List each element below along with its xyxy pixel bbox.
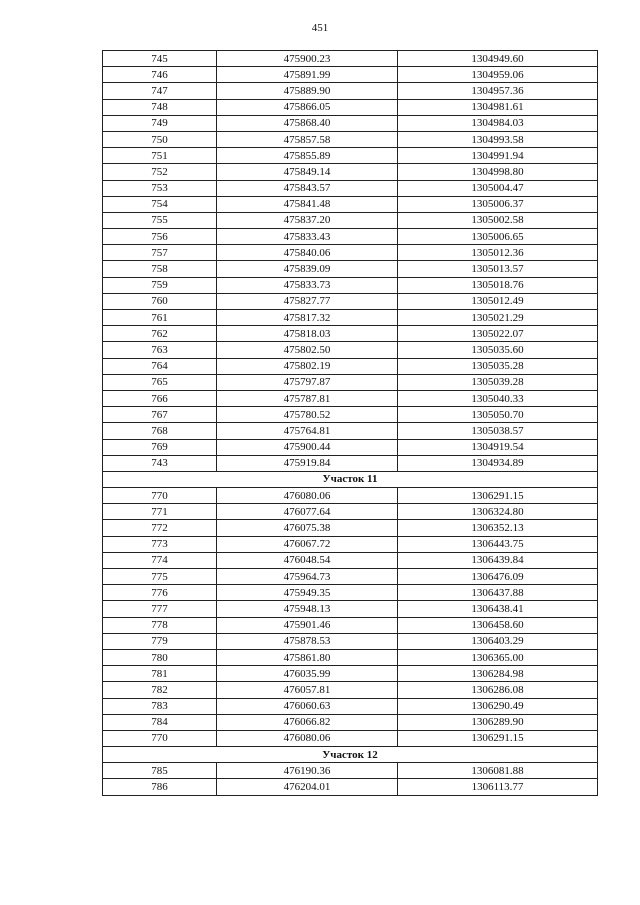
table-row [103, 730, 598, 746]
table-row [103, 374, 598, 390]
point-number-cell: 777 [103, 601, 217, 617]
y-coordinate-cell: 1306290.49 [398, 698, 598, 714]
table-row [103, 520, 598, 536]
page-number: 451 [311, 22, 329, 34]
x-coordinate-cell: 475839.09 [217, 261, 398, 277]
y-coordinate-cell: 1305004.47 [398, 180, 598, 196]
x-coordinate-cell: 476066.82 [217, 714, 398, 730]
x-coordinate-cell: 475855.89 [217, 148, 398, 164]
x-coordinate-cell: 475837.20 [217, 212, 398, 228]
y-coordinate-cell: 1306081.88 [398, 763, 598, 779]
x-coordinate-cell: 475817.32 [217, 310, 398, 326]
x-coordinate-cell: 475780.52 [217, 407, 398, 423]
y-coordinate-cell: 1305035.28 [398, 358, 598, 374]
point-number-cell: 764 [103, 358, 217, 374]
table-row [103, 293, 598, 309]
y-coordinate-cell: 1304981.61 [398, 99, 598, 115]
point-number-cell: 772 [103, 520, 217, 536]
x-coordinate-cell: 475802.50 [217, 342, 398, 358]
table-row [103, 326, 598, 342]
table-row [103, 455, 598, 471]
coordinates-table [102, 50, 598, 796]
x-coordinate-cell: 475841.48 [217, 196, 398, 212]
x-coordinate-cell: 475900.23 [217, 51, 398, 67]
y-coordinate-cell: 1306289.90 [398, 714, 598, 730]
table-row [103, 682, 598, 698]
table-row [103, 245, 598, 261]
x-coordinate-cell: 475764.81 [217, 423, 398, 439]
point-number-cell: 782 [103, 682, 217, 698]
coordinates-table-body [103, 51, 598, 796]
y-coordinate-cell: 1306352.13 [398, 520, 598, 536]
x-coordinate-cell: 475849.14 [217, 164, 398, 180]
table-row [103, 536, 598, 552]
table-row [103, 99, 598, 115]
point-number-cell: 754 [103, 196, 217, 212]
x-coordinate-cell: 475833.73 [217, 277, 398, 293]
point-number-cell: 783 [103, 698, 217, 714]
x-coordinate-cell: 475833.43 [217, 229, 398, 245]
point-number-cell: 766 [103, 390, 217, 406]
y-coordinate-cell: 1306365.00 [398, 649, 598, 665]
section-title: Участок 11 [103, 471, 598, 487]
point-number-cell: 748 [103, 99, 217, 115]
table-row [103, 83, 598, 99]
y-coordinate-cell: 1304984.03 [398, 115, 598, 131]
table-row [103, 51, 598, 67]
x-coordinate-cell: 476077.64 [217, 504, 398, 520]
y-coordinate-cell: 1306438.41 [398, 601, 598, 617]
y-coordinate-cell: 1306286.08 [398, 682, 598, 698]
x-coordinate-cell: 475919.84 [217, 455, 398, 471]
section-title: Участок 12 [103, 747, 598, 763]
point-number-cell: 767 [103, 407, 217, 423]
y-coordinate-cell: 1305038.57 [398, 423, 598, 439]
point-number-cell: 776 [103, 585, 217, 601]
y-coordinate-cell: 1305021.29 [398, 310, 598, 326]
point-number-cell: 784 [103, 714, 217, 730]
point-number-cell: 780 [103, 649, 217, 665]
table-row [103, 67, 598, 83]
point-number-cell: 762 [103, 326, 217, 342]
y-coordinate-cell: 1305022.07 [398, 326, 598, 342]
y-coordinate-cell: 1306403.29 [398, 633, 598, 649]
point-number-cell: 743 [103, 455, 217, 471]
x-coordinate-cell: 475818.03 [217, 326, 398, 342]
x-coordinate-cell: 475857.58 [217, 131, 398, 147]
point-number-cell: 758 [103, 261, 217, 277]
x-coordinate-cell: 476190.36 [217, 763, 398, 779]
point-number-cell: 768 [103, 423, 217, 439]
point-number-cell: 769 [103, 439, 217, 455]
table-row [103, 666, 598, 682]
y-coordinate-cell: 1306443.75 [398, 536, 598, 552]
y-coordinate-cell: 1304949.60 [398, 51, 598, 67]
point-number-cell: 773 [103, 536, 217, 552]
table-row [103, 552, 598, 568]
point-number-cell: 774 [103, 552, 217, 568]
y-coordinate-cell: 1306291.15 [398, 488, 598, 504]
table-row [103, 601, 598, 617]
table-row [103, 212, 598, 228]
x-coordinate-cell: 475900.44 [217, 439, 398, 455]
point-number-cell: 755 [103, 212, 217, 228]
x-coordinate-cell: 476060.63 [217, 698, 398, 714]
point-number-cell: 763 [103, 342, 217, 358]
table-row [103, 310, 598, 326]
point-number-cell: 750 [103, 131, 217, 147]
table-row [103, 115, 598, 131]
table-row [103, 763, 598, 779]
table-row [103, 585, 598, 601]
point-number-cell: 759 [103, 277, 217, 293]
table-row [103, 633, 598, 649]
table-row [103, 439, 598, 455]
table-row [103, 390, 598, 406]
x-coordinate-cell: 476080.06 [217, 488, 398, 504]
point-number-cell: 786 [103, 779, 217, 795]
section-header-row [103, 747, 598, 763]
point-number-cell: 778 [103, 617, 217, 633]
point-number-cell: 757 [103, 245, 217, 261]
x-coordinate-cell: 475787.81 [217, 390, 398, 406]
y-coordinate-cell: 1306291.15 [398, 730, 598, 746]
y-coordinate-cell: 1305006.37 [398, 196, 598, 212]
y-coordinate-cell: 1305050.70 [398, 407, 598, 423]
table-row [103, 617, 598, 633]
point-number-cell: 770 [103, 730, 217, 746]
x-coordinate-cell: 475861.80 [217, 649, 398, 665]
y-coordinate-cell: 1305012.49 [398, 293, 598, 309]
point-number-cell: 775 [103, 569, 217, 585]
x-coordinate-cell: 475802.19 [217, 358, 398, 374]
x-coordinate-cell: 475949.35 [217, 585, 398, 601]
y-coordinate-cell: 1304919.54 [398, 439, 598, 455]
point-number-cell: 765 [103, 374, 217, 390]
point-number-cell: 753 [103, 180, 217, 196]
point-number-cell: 771 [103, 504, 217, 520]
x-coordinate-cell: 475948.13 [217, 601, 398, 617]
table-row [103, 229, 598, 245]
x-coordinate-cell: 476204.01 [217, 779, 398, 795]
point-number-cell: 749 [103, 115, 217, 131]
table-row [103, 649, 598, 665]
table-row [103, 569, 598, 585]
y-coordinate-cell: 1305039.28 [398, 374, 598, 390]
point-number-cell: 785 [103, 763, 217, 779]
point-number-cell: 747 [103, 83, 217, 99]
x-coordinate-cell: 475840.06 [217, 245, 398, 261]
y-coordinate-cell: 1304934.89 [398, 455, 598, 471]
point-number-cell: 745 [103, 51, 217, 67]
point-number-cell: 779 [103, 633, 217, 649]
point-number-cell: 770 [103, 488, 217, 504]
x-coordinate-cell: 476035.99 [217, 666, 398, 682]
table-row [103, 342, 598, 358]
y-coordinate-cell: 1306437.88 [398, 585, 598, 601]
y-coordinate-cell: 1305012.36 [398, 245, 598, 261]
y-coordinate-cell: 1305040.33 [398, 390, 598, 406]
table-row [103, 277, 598, 293]
point-number-cell: 761 [103, 310, 217, 326]
table-row [103, 423, 598, 439]
point-number-cell: 751 [103, 148, 217, 164]
y-coordinate-cell: 1306476.09 [398, 569, 598, 585]
x-coordinate-cell: 475964.73 [217, 569, 398, 585]
table-row [103, 196, 598, 212]
point-number-cell: 781 [103, 666, 217, 682]
y-coordinate-cell: 1306458.60 [398, 617, 598, 633]
table-row [103, 504, 598, 520]
section-header-row [103, 471, 598, 487]
table-row [103, 714, 598, 730]
table-row [103, 488, 598, 504]
y-coordinate-cell: 1304991.94 [398, 148, 598, 164]
y-coordinate-cell: 1304957.36 [398, 83, 598, 99]
x-coordinate-cell: 476057.81 [217, 682, 398, 698]
y-coordinate-cell: 1306439.84 [398, 552, 598, 568]
y-coordinate-cell: 1305013.57 [398, 261, 598, 277]
x-coordinate-cell: 476075.38 [217, 520, 398, 536]
x-coordinate-cell: 475866.05 [217, 99, 398, 115]
y-coordinate-cell: 1305018.76 [398, 277, 598, 293]
y-coordinate-cell: 1306284.98 [398, 666, 598, 682]
table-row [103, 407, 598, 423]
point-number-cell: 746 [103, 67, 217, 83]
point-number-cell: 752 [103, 164, 217, 180]
x-coordinate-cell: 476067.72 [217, 536, 398, 552]
y-coordinate-cell: 1306324.80 [398, 504, 598, 520]
x-coordinate-cell: 475878.53 [217, 633, 398, 649]
y-coordinate-cell: 1305035.60 [398, 342, 598, 358]
y-coordinate-cell: 1305002.58 [398, 212, 598, 228]
point-number-cell: 756 [103, 229, 217, 245]
x-coordinate-cell: 475843.57 [217, 180, 398, 196]
y-coordinate-cell: 1306113.77 [398, 779, 598, 795]
y-coordinate-cell: 1304998.80 [398, 164, 598, 180]
table-row [103, 131, 598, 147]
x-coordinate-cell: 475891.99 [217, 67, 398, 83]
y-coordinate-cell: 1305006.65 [398, 229, 598, 245]
y-coordinate-cell: 1304993.58 [398, 131, 598, 147]
table-row [103, 180, 598, 196]
x-coordinate-cell: 475901.46 [217, 617, 398, 633]
x-coordinate-cell: 476048.54 [217, 552, 398, 568]
table-row [103, 358, 598, 374]
table-row [103, 698, 598, 714]
x-coordinate-cell: 475827.77 [217, 293, 398, 309]
x-coordinate-cell: 475797.87 [217, 374, 398, 390]
table-row [103, 779, 598, 795]
x-coordinate-cell: 476080.06 [217, 730, 398, 746]
table-row [103, 261, 598, 277]
y-coordinate-cell: 1304959.06 [398, 67, 598, 83]
table-row [103, 148, 598, 164]
table-row [103, 164, 598, 180]
x-coordinate-cell: 475889.90 [217, 83, 398, 99]
point-number-cell: 760 [103, 293, 217, 309]
x-coordinate-cell: 475868.40 [217, 115, 398, 131]
